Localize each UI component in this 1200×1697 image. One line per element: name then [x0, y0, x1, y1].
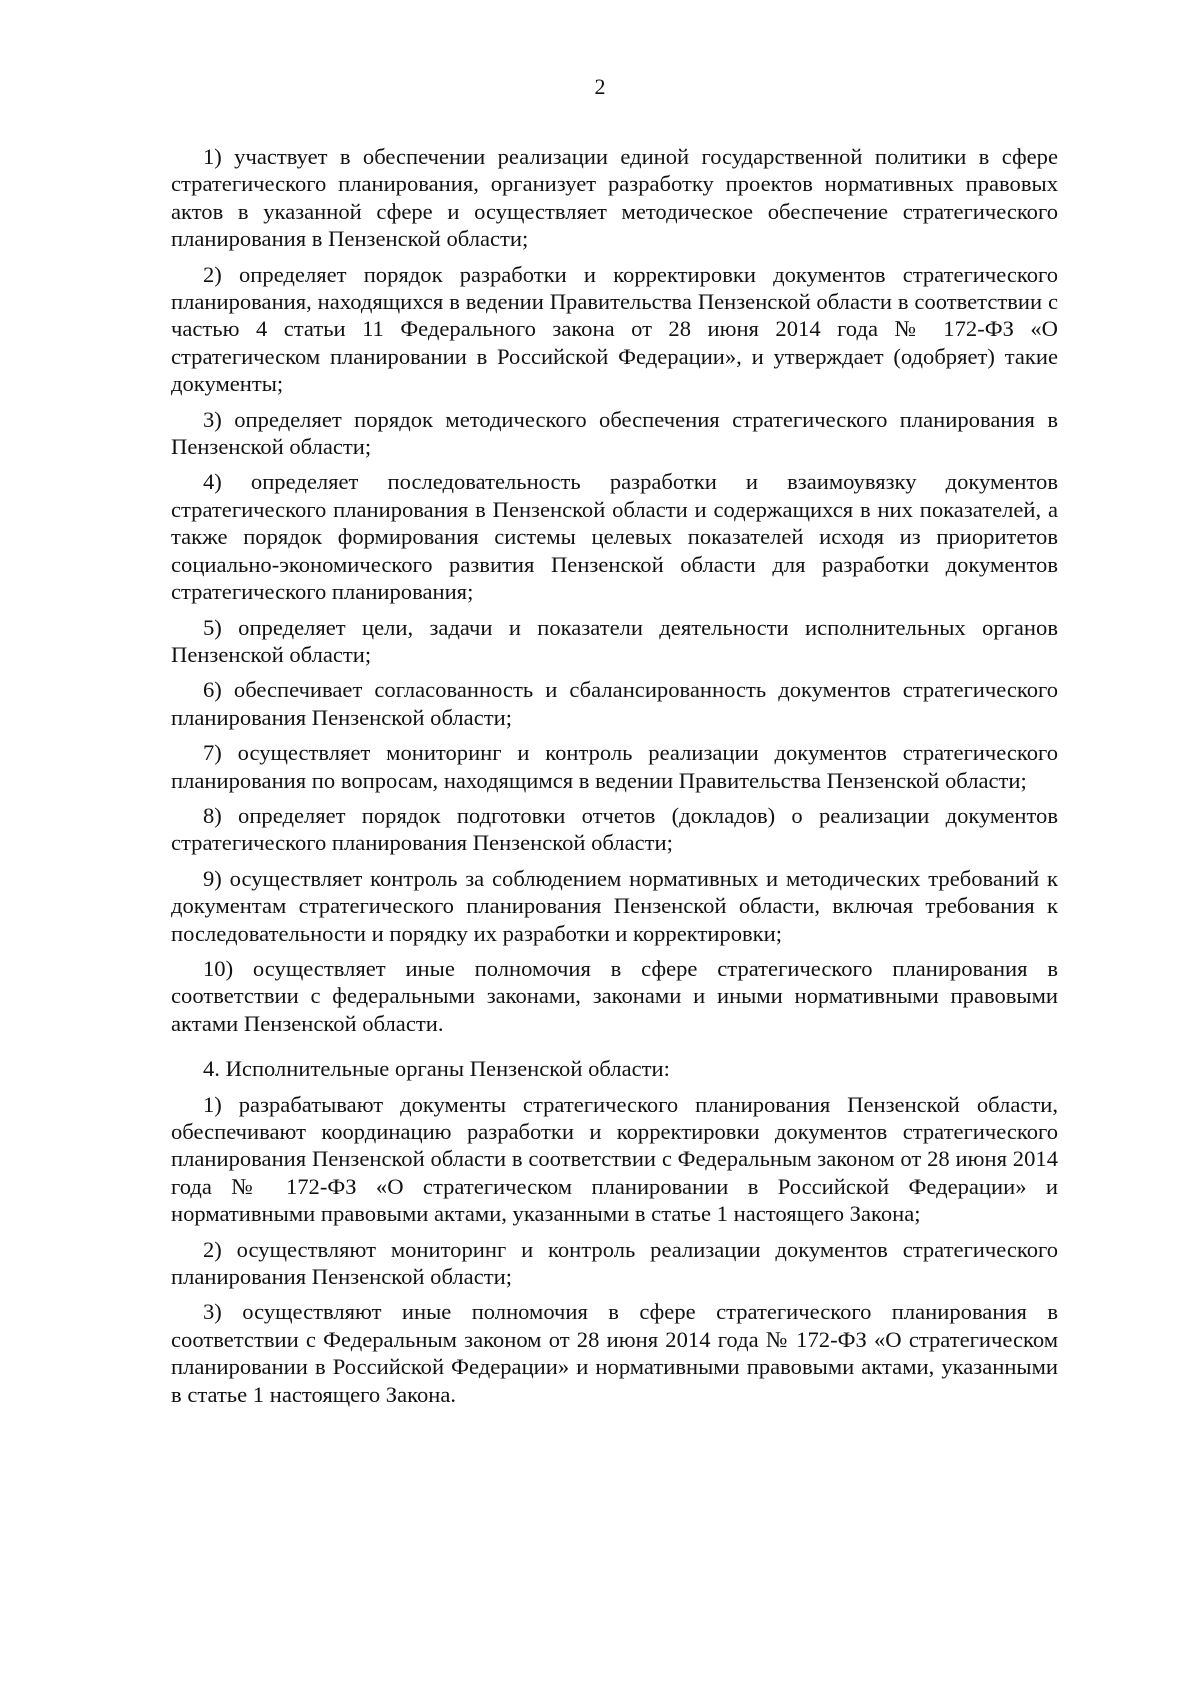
paragraph-item-2: 2) определяет порядок разработки и корректировки документов стратегического планирования, находящихся в ведении Правительства Пензенской области в соответствии с частью 4 статьи 11 Федерального закона от 28 июня 2014 года № 172-ФЗ «О стратегическом планировании в Российской Федерации», и утверждает (одобряет) такие документы; [171, 261, 1058, 397]
paragraph-section4-item-2: 2) осуществляют мониторинг и контроль реализации документов стратегического планирования Пензенской области; [171, 1236, 1058, 1290]
document-body [171, 143, 1058, 1416]
section-heading-4: 4. Исполнительные органы Пензенской области: [203, 1056, 670, 1082]
paragraph-item-1: 1) участвует в обеспечении реализации единой государственной политики в сфере стратегического планирования, организует разработку проектов нормативных правовых актов в указанной сфере и осуществляет методическое обеспечение стратегического планирования в Пензенской области; [171, 144, 1058, 252]
paragraph-item-3: 3) определяет порядок методического обеспечения стратегического планирования в Пензенской области; [171, 406, 1058, 460]
paragraph-item-8: 8) определяет порядок подготовки отчетов (докладов) о реализации документов стратегического планирования Пензенской области; [171, 802, 1058, 856]
paragraph-item-10: 10) осуществляет иные полномочия в сфере стратегического планирования в соответствии с федеральными законами, законами и иными нормативными правовыми актами Пензенской области. [171, 955, 1058, 1036]
paragraph-section4-item-1: 1) разрабатывают документы стратегического планирования Пензенской области, обеспечивают координацию разработки и корректировки документов стратегического планирования Пензенской области в соответствии с Федеральным законом от 28 июня 2014 года № 172-ФЗ «О стратегическом планировании в Российской Федерации» и нормативными правовыми актами, указанными в статье 1 настоящего Закона; [171, 1091, 1058, 1227]
paragraph-section4-item-3: 3) осуществляют иные полномочия в сфере стратегического планирования в соответствии с Федеральным законом от 28 июня 2014 года № 172-ФЗ «О стратегическом планировании в Российской Федерации» и нормативными правовыми актами, указанными в статье 1 настоящего Закона. [171, 1299, 1058, 1407]
paragraph-item-5: 5) определяет цели, задачи и показатели деятельности исполнительных органов Пензенской области; [171, 614, 1058, 667]
paragraph-item-9: 9) осуществляет контроль за соблюдением нормативных и методических требований к документам стратегического планирования Пензенской области, включая требования к последовательности и порядку их разработки и корректировки; [171, 865, 1058, 946]
paragraph-item-7: 7) осуществляет мониторинг и контроль реализации документов стратегического планирования по вопросам, находящимся в ведении Правительства Пензенской области; [171, 740, 1058, 793]
page-number: 2 [594, 74, 606, 99]
paragraph-item-6: 6) обеспечивает согласованность и сбалансированность документов стратегического планирования Пензенской области; [171, 677, 1058, 730]
paragraph-item-4: 4) определяет последовательность разработки и взаимоувязку документов стратегического планирования в Пензенской области и содержащихся в них показателей, а также порядок формирования системы целевых показателей исходя из приоритетов социально-экономического развития Пензенской области для разработки документов стратегического планирования; [171, 469, 1058, 605]
